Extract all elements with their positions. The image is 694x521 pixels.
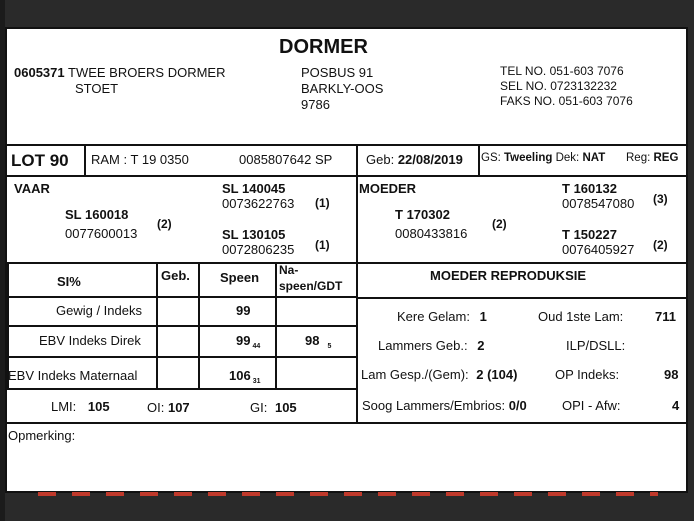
oi-line (147, 401, 190, 414)
reg-value: REG (653, 152, 679, 164)
next-card-edge (38, 492, 658, 496)
faks-number: FAKS NO. 051-603 7076 (500, 94, 633, 108)
kere-gelam-value: 1 (479, 309, 487, 324)
rule-lot-bottom (7, 175, 688, 177)
lam-gesp-line (361, 368, 517, 381)
ebv-direk-naspeen-accuracy: 5 (327, 343, 332, 350)
ebv-direk-naspeen-value: 98 (305, 333, 320, 348)
gs-line (481, 153, 605, 165)
rule-si-row1 (7, 325, 356, 327)
rule-pedigree-bottom-right (356, 262, 688, 264)
sire-sire-number: 140045 (242, 181, 286, 196)
row-ebv-maternaal-label: EBV Indeks Maternaal (8, 368, 138, 383)
lam-gesp-value: 2 (104) (476, 367, 518, 382)
ram-reg-line (239, 153, 332, 166)
sire-number: 160018 (85, 207, 129, 222)
address-2: BARKLY-OOS (301, 81, 384, 96)
rule-si-head (7, 296, 356, 298)
sire-sire-count: (1) (315, 196, 330, 210)
gi-label: GI: (250, 400, 268, 415)
row-ebv-maternaal-speen (229, 368, 261, 385)
breeder-name-2: STOET (75, 81, 119, 96)
row-gewig-label: Gewig / Indeks (56, 303, 142, 318)
birth-date: 22/08/2019 (397, 152, 463, 167)
dam-sire-reg: 0078547080 (562, 196, 635, 211)
ram-id-line (91, 153, 189, 166)
rule-v-geb (478, 144, 480, 175)
remarks-label: Opmerking: (8, 428, 76, 443)
ram-label: RAM : (91, 152, 128, 167)
dam-count: (2) (492, 217, 507, 231)
sire-prefix: SL (65, 207, 82, 222)
lot-number: LOT 90 (11, 151, 69, 170)
lmi-line (51, 400, 110, 413)
gs-value: Tweeling (504, 152, 553, 164)
repro-title: MOEDER REPRODUKSIE (430, 268, 587, 283)
soog-value: 0/0 (508, 398, 527, 413)
sire-sire-id (222, 182, 285, 195)
lam-gesp-label: Lam Gesp./(Gem): (361, 367, 469, 382)
dam-dam-prefix: T (562, 227, 570, 242)
soog-line (362, 399, 527, 412)
dam-sire-number: 160132 (573, 181, 617, 196)
moeder-label: MOEDER (359, 181, 417, 196)
address-3: 9786 (301, 97, 330, 112)
geb-header: Geb. (161, 268, 190, 283)
sire-dam-id (222, 228, 285, 241)
rule-v-si-2 (198, 262, 200, 389)
dam-dam-count: (2) (653, 238, 668, 252)
rule-v-si-3 (275, 262, 277, 389)
oud-lam-label: Oud 1ste Lam: (538, 309, 624, 324)
rule-si-row2 (7, 356, 356, 358)
lammers-geb-value: 2 (477, 338, 485, 353)
tel-number: TEL NO. 051-603 7076 (500, 64, 624, 78)
oi-value: 107 (167, 400, 190, 415)
row-gewig-speen: 99 (236, 303, 251, 318)
rule-v-ram (356, 144, 358, 175)
row-ebv-direk-naspeen (305, 333, 332, 350)
dam-dam-id (562, 228, 617, 241)
dam-dam-reg: 0076405927 (562, 242, 635, 257)
si-header: SI% (57, 274, 81, 289)
rule-remarks-top (7, 422, 688, 424)
sire-dam-prefix: SL (222, 227, 239, 242)
sire-sire-reg: 0073622763 (222, 196, 295, 211)
oud-lam-value: 711 (655, 309, 676, 324)
ram-id: T 19 0350 (130, 152, 189, 167)
gi-value: 105 (274, 400, 297, 415)
dam-number: 170302 (406, 207, 450, 222)
gi-line (250, 401, 297, 414)
breed-title: DORMER (279, 36, 368, 58)
kere-gelam-label: Kere Gelam: (397, 309, 470, 324)
sire-dam-reg: 0072806235 (222, 242, 295, 257)
dam-sire-prefix: T (562, 181, 570, 196)
lammers-geb-label: Lammers Geb.: (378, 338, 468, 353)
rule-v-lot (84, 144, 86, 175)
sire-id (65, 208, 128, 221)
soog-label: Soog Lammers/Embrios: (362, 398, 506, 413)
ebv-direk-speen-value: 99 (236, 333, 251, 348)
rule-pedigree-bottom-left (7, 262, 356, 264)
sel-number: SEL NO. 0723132232 (500, 79, 617, 93)
naspeen-header-2: speen/GDT (279, 279, 343, 293)
rule-v-si-1 (156, 262, 158, 389)
kere-gelam-line (397, 310, 487, 323)
opi-value: 4 (672, 398, 680, 413)
rule-repro-head (356, 297, 688, 299)
sire-dam-number: 130105 (242, 227, 286, 242)
opi-label: OPI - Afw: (562, 398, 621, 413)
ram-reg-no: 0085807642 (239, 152, 312, 167)
dam-prefix: T (395, 207, 403, 222)
vaar-label: VAAR (14, 181, 50, 196)
lammers-geb-line (378, 339, 484, 352)
lot-card (5, 27, 688, 493)
op-indeks-value: 98 (664, 367, 679, 382)
sire-count: (2) (157, 217, 172, 231)
ebv-maternaal-speen-accuracy: 31 (252, 378, 261, 385)
sire-dam-count: (1) (315, 238, 330, 252)
geb-label: Geb: (366, 152, 395, 167)
ram-reg-code: SP (314, 152, 333, 167)
dam-dam-number: 150227 (573, 227, 617, 242)
lmi-label: LMI: (51, 399, 77, 414)
ebv-maternaal-speen-value: 106 (229, 368, 251, 383)
dam-reg: 0080433816 (395, 226, 468, 241)
naspeen-header-1: Na- (279, 263, 299, 277)
rule-v-center (356, 175, 358, 422)
dek-value: NAT (582, 152, 606, 164)
reg-label: Reg: (626, 152, 651, 164)
ilp-label: ILP/DSLL: (566, 338, 626, 353)
ebv-direk-speen-accuracy: 44 (252, 343, 261, 350)
gs-label: GS: (481, 152, 501, 164)
rule-lot-top (7, 144, 688, 146)
breeder-line-1 (14, 66, 225, 79)
dam-id (395, 208, 450, 221)
lmi-value: 105 (87, 399, 110, 414)
rule-si-bottom (7, 388, 356, 390)
reg-line (626, 153, 678, 165)
speen-header: Speen (220, 270, 260, 285)
row-ebv-direk-speen (236, 333, 261, 350)
address-1: POSBUS 91 (301, 65, 374, 80)
breeder-id: 0605371 (14, 65, 65, 80)
sire-sire-prefix: SL (222, 181, 239, 196)
birth-date-line (366, 153, 463, 166)
breeder-name: TWEE BROERS DORMER (68, 65, 226, 80)
dek-label: Dek: (555, 152, 580, 164)
sire-reg: 0077600013 (65, 226, 138, 241)
dam-sire-count: (3) (653, 192, 668, 206)
dam-sire-id (562, 182, 617, 195)
op-indeks-label: OP Indeks: (555, 367, 620, 382)
oi-label: OI: (147, 400, 165, 415)
row-ebv-direk-label: EBV Indeks Direk (39, 333, 141, 348)
